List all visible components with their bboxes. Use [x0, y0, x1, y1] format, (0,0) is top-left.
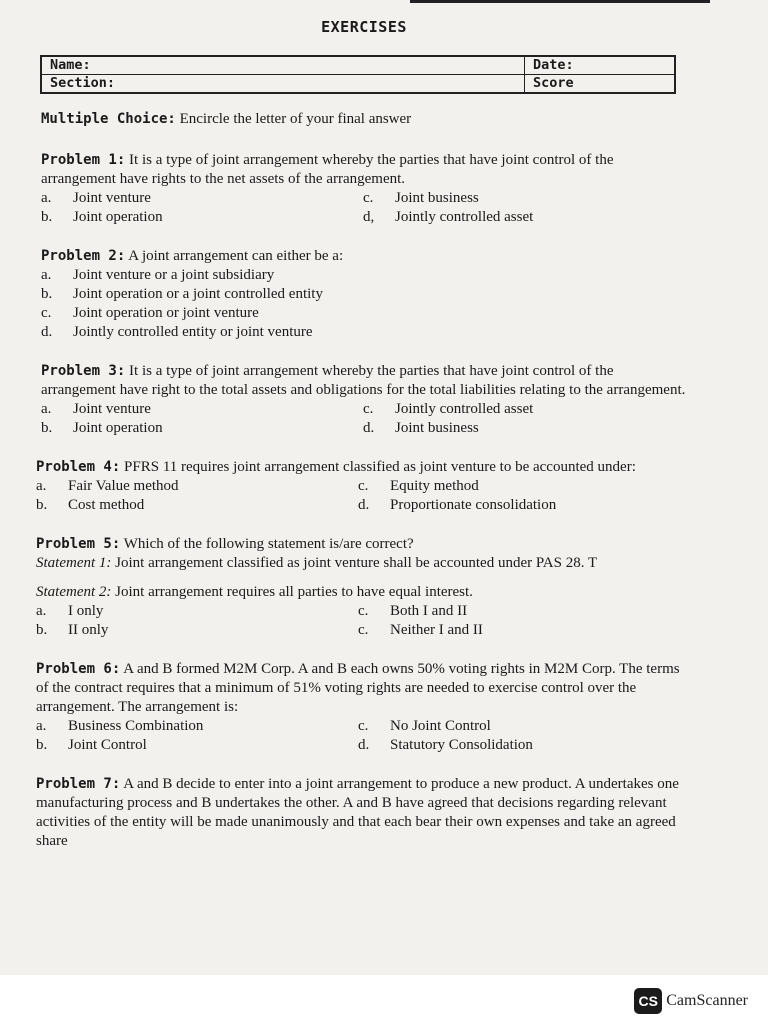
camscanner-logo-icon: CS [634, 988, 662, 1014]
option-text: I only [68, 603, 104, 619]
problem-5 [36, 535, 686, 640]
option-text: Jointly controlled entity or joint venture [73, 324, 313, 340]
instructions-text: Encircle the letter of your final answer [175, 111, 412, 127]
option-b[interactable] [41, 208, 363, 227]
option-text: Cost method [68, 497, 145, 513]
statement-text: Joint arrangement requires all parties to have equal interest. [111, 584, 473, 600]
option-letter: d. [358, 497, 370, 513]
option-letter: c. [358, 718, 369, 734]
option-letter: a. [41, 267, 52, 283]
option-letter: a. [41, 190, 52, 206]
option-text: Joint venture or a joint subsidiary [73, 267, 275, 283]
option-a[interactable] [41, 189, 363, 208]
problem-label: Problem 7: [36, 776, 121, 792]
option-letter: b. [36, 737, 48, 753]
date-field: Date: [525, 56, 676, 75]
option-a[interactable] [41, 400, 363, 419]
option-b[interactable] [41, 419, 363, 438]
exercise-content [36, 110, 686, 871]
option-c[interactable] [363, 400, 663, 419]
option-text: Fair Value method [68, 478, 179, 494]
option-text: Joint business [395, 190, 479, 206]
option-text: Joint operation or a joint controlled entity [73, 286, 323, 302]
option-b[interactable] [36, 496, 358, 515]
page-title: EXERCISES [321, 18, 407, 36]
problem-label: Problem 1: [41, 152, 126, 168]
option-letter: b. [41, 420, 53, 436]
problem-7 [36, 775, 686, 851]
statement-label: Statement 2: [36, 584, 112, 600]
option-text: Statutory Consolidation [390, 737, 533, 753]
option-letter: a. [36, 603, 47, 619]
option-text: Joint business [395, 420, 479, 436]
option-letter: c. [358, 603, 369, 619]
problem-label: Problem 4: [36, 459, 121, 475]
problem-question: A joint arrangement can either be a: [125, 248, 344, 264]
section-field: Section: [41, 75, 525, 94]
option-a[interactable] [36, 717, 358, 736]
option-text: Joint venture [73, 190, 151, 206]
problem-question: Which of the following statement is/are correct? [120, 536, 414, 552]
option-text: Both I and II [390, 603, 468, 619]
problem-2 [36, 247, 686, 342]
option-letter: a. [36, 718, 47, 734]
problem-label: Problem 3: [41, 363, 126, 379]
problem-3 [36, 362, 686, 438]
option-b[interactable] [36, 736, 358, 755]
instructions [41, 110, 686, 129]
option-d[interactable] [358, 496, 658, 515]
option-letter: b. [36, 622, 48, 638]
option-letter: b. [36, 497, 48, 513]
option-a[interactable] [36, 602, 358, 621]
problem-4 [36, 458, 686, 515]
problem-label: Problem 5: [36, 536, 121, 552]
option-text: Joint operation or joint venture [73, 305, 259, 321]
option-letter: d. [358, 737, 370, 753]
option-c[interactable] [358, 717, 658, 736]
statement-2 [36, 583, 686, 602]
option-b[interactable] [41, 285, 641, 304]
option-letter: b. [41, 209, 53, 225]
option-letter: c. [41, 305, 52, 321]
camscanner-watermark [634, 988, 748, 1014]
option-letter: c. [363, 190, 374, 206]
name-field: Name: [41, 56, 525, 75]
option-d[interactable] [363, 208, 663, 227]
option-text: II only [68, 622, 109, 638]
option-text: Joint operation [73, 420, 163, 436]
option-text: No Joint Control [390, 718, 491, 734]
problem-label: Problem 6: [36, 661, 121, 677]
option-text: Proportionate consolidation [390, 497, 557, 513]
option-c[interactable] [358, 477, 658, 496]
option-letter: b. [41, 286, 53, 302]
option-a[interactable] [36, 477, 358, 496]
option-text: Joint venture [73, 401, 151, 417]
option-c[interactable] [363, 189, 663, 208]
student-info-table [40, 55, 676, 94]
option-c[interactable] [41, 304, 641, 323]
option-d[interactable] [363, 419, 663, 438]
option-d[interactable] [358, 736, 658, 755]
problem-question: It is a type of joint arrangement whereby the parties that have joint control of the arrangement have right to the total assets and obligations for the total liabilities relating to the arrangement. [41, 363, 686, 398]
option-text: Neither I and II [390, 622, 483, 638]
option-text: Joint operation [73, 209, 163, 225]
option-letter: c. [358, 622, 369, 638]
option-d[interactable] [41, 323, 641, 342]
option-text: Business Combination [68, 718, 204, 734]
option-c-2[interactable] [358, 621, 658, 640]
statement-label: Statement 1: [36, 555, 112, 571]
problem-question: A and B decide to enter into a joint arrangement to produce a new product. A undertakes one manufacturing process and B undertakes the other. A and B have agreed that decisions regarding relevant activities of the entity will be made unanimously and that each bear their own expenses and take an agreed share [36, 776, 679, 849]
problem-6 [36, 660, 686, 755]
top-rule [410, 0, 710, 3]
option-letter: d. [363, 420, 375, 436]
problem-label: Problem 2: [41, 248, 126, 264]
statement-text: Joint arrangement classified as joint venture shall be accounted under PAS 28. T [111, 555, 598, 571]
option-text: Jointly controlled asset [395, 209, 534, 225]
instructions-label: Multiple Choice: [41, 111, 176, 127]
option-letter: a. [41, 401, 52, 417]
option-text: Jointly controlled asset [395, 401, 534, 417]
statement-1 [36, 554, 686, 573]
option-letter: c. [363, 401, 374, 417]
option-text: Joint Control [68, 737, 147, 753]
problem-question: A and B formed M2M Corp. A and B each owns 50% voting rights in M2M Corp. The terms of the contract requires that a minimum of 51% voting rights are needed to exercise control over the arrangement. The arrangement is: [36, 661, 680, 715]
option-letter: a. [36, 478, 47, 494]
option-c[interactable] [358, 602, 658, 621]
score-field: Score [525, 75, 676, 94]
problem-question: PFRS 11 requires joint arrangement classified as joint venture to be accounted under: [120, 459, 636, 475]
option-b[interactable] [36, 621, 358, 640]
option-letter: c. [358, 478, 369, 494]
option-text: Equity method [390, 478, 479, 494]
problem-question: It is a type of joint arrangement whereby the parties that have joint control of the arrangement have rights to the net assets of the arrangement. [41, 152, 614, 187]
problem-1 [36, 151, 686, 227]
option-a[interactable] [41, 266, 641, 285]
option-letter: d. [41, 324, 53, 340]
camscanner-text: CamScanner [666, 992, 748, 1009]
option-letter: d, [363, 209, 375, 225]
